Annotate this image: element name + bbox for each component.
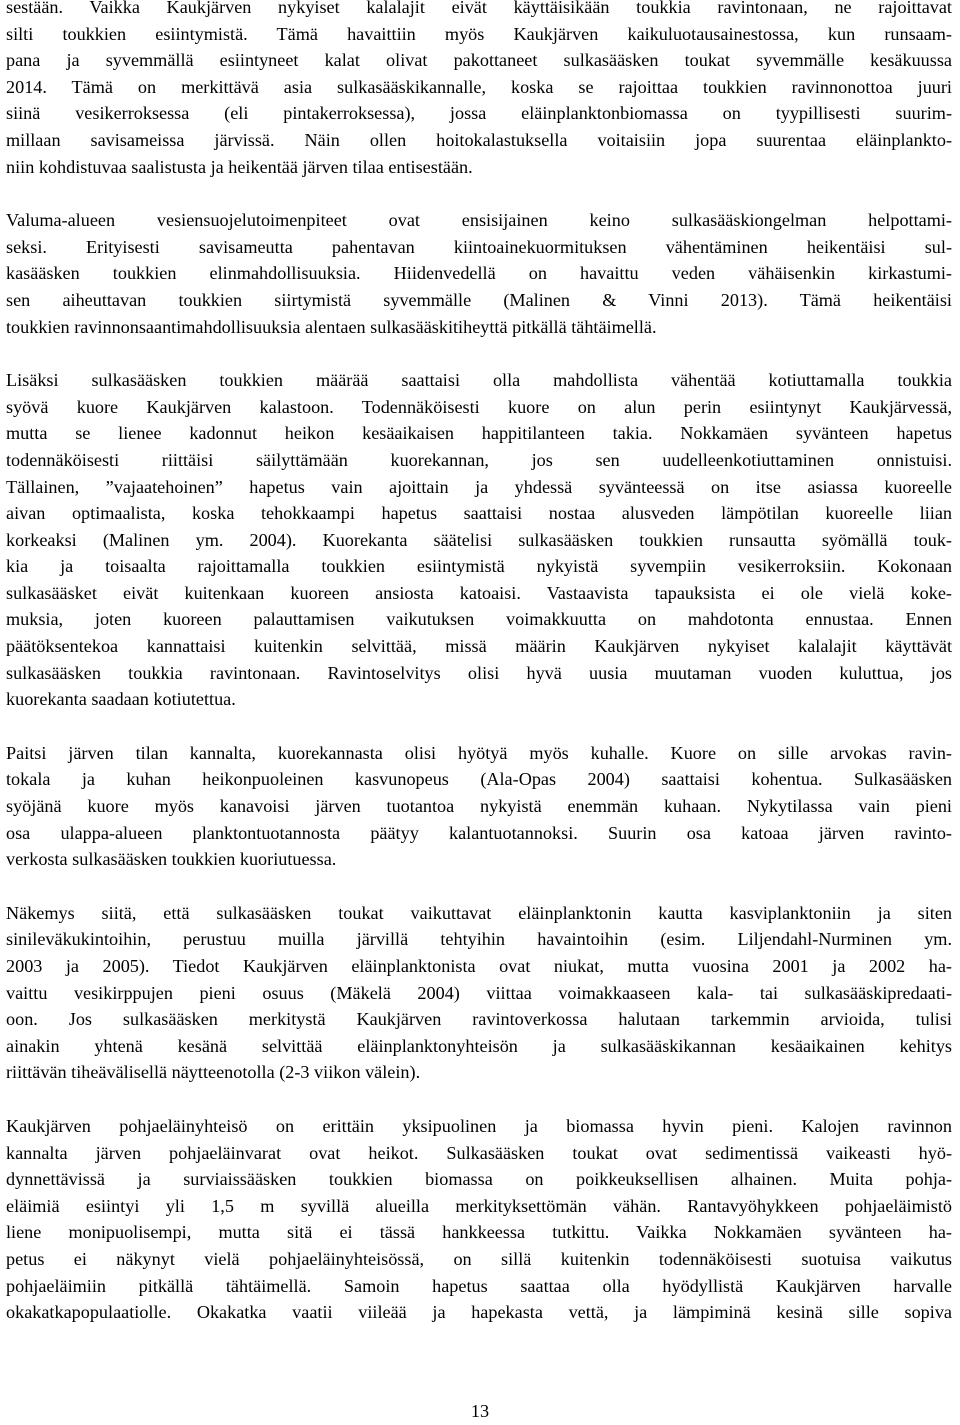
- text-line: toukkien ravinnonsaantimahdollisuuksia alentaen sulkasääskitiheyttä pitkällä tähtäimellä.: [6, 316, 657, 337]
- text-line: kannalta järven pohjaeläinvarat ovat heikot. Sulkasääsken toukat ovat sedimentissä vaikeasti hyö-: [6, 1142, 952, 1163]
- text-line: riittävän tiheävälisellä näytteenotolla (2-3 viikon välein).: [6, 1062, 421, 1083]
- text-line: dynnettävissä ja surviaissääsken toukkien biomassa on poikkeuksellisen alhainen. Muita pohja-: [6, 1169, 952, 1190]
- text-line: oon. Jos sulkasääsken merkitystä Kaukjärven ravintoverkossa halutaan tarkemmin arvioida, tulisi: [6, 1009, 952, 1030]
- paragraph: [6, 740, 952, 873]
- paragraph: [6, 367, 952, 713]
- text-line: muksia, joten kuoreen palauttamisen vaikutuksen voimakkuutta on mahdotonta ennustaa. Ennen: [6, 609, 952, 630]
- text-line: eläimiä esiintyi yli 1,5 m syvillä alueilla merkityksettömän vähän. Rantavyöhykkeen pohjaeläimistö: [6, 1195, 952, 1216]
- text-line: 2014. Tämä on merkittävä asia sulkasääskikannalle, koska se rajoittaa toukkien ravinnonottoa juuri: [6, 76, 952, 97]
- text-line: kia ja toisaalta rajoittamalla toukkien esiintymistä nykyistä syvempiin vesikerroksiin. Kokonaan: [6, 556, 952, 577]
- paragraph: [6, 1113, 952, 1326]
- text-line: kasääsken toukkien elinmahdollisuuksia. Hiidenvedellä on havaittu veden vähäisenkin kirkastumi-: [6, 263, 952, 284]
- paragraph: [6, 207, 952, 340]
- text-line: korkeaksi (Malinen ym. 2004). Kuorekanta säätelisi sulkasääsken toukkien runsautta syömällä touk-: [6, 529, 952, 550]
- text-line: aivan optimaalista, koska tehokkaampi hapetus saattaisi nostaa alusveden lämpötilan kuoreelle liian: [6, 503, 952, 524]
- text-line: Kaukjärven pohjaeläinyhteisö on erittäin yksipuolinen ja biomassa hyvin pieni. Kalojen ravinnon: [6, 1115, 952, 1136]
- text-line: Paitsi järven tilan kannalta, kuorekannasta olisi hyötyä myös kuhalle. Kuore on sille arvokas ravin-: [6, 742, 952, 763]
- text-line: Näkemys siitä, että sulkasääsken toukat vaikuttavat eläinplanktonin kautta kasviplanktoniin ja siten: [6, 902, 952, 923]
- text-line: petus ei näkynyt vielä pohjaeläinyhteisössä, on sillä kuitenkin todennäköisesti suotuisa vaikutus: [6, 1248, 952, 1269]
- text-line: pohjaeläimiin pitkällä tähtäimellä. Samoin hapetus saattaa olla hyödyllistä Kaukjärven harvalle: [6, 1275, 952, 1296]
- text-line: kuorekanta saadaan kotiutettua.: [6, 689, 236, 710]
- text-line: sen aiheuttavan toukkien siirtymistä syvemmälle (Malinen & Vinni 2013). Tämä heikentäisi: [6, 289, 952, 310]
- text-line: niin kohdistuvaa saalistusta ja heikentää järven tilaa entisestään.: [6, 156, 473, 177]
- text-line: sinileväkukintoihin, perustuu muilla järvillä tehtyihin havaintoihin (esim. Liljendahl-Nurminen ym.: [6, 929, 952, 950]
- text-line: todennäköisesti riittäisi säilyttämään kuorekannan, jos sen uudelleenkotiuttaminen onnistuisi.: [6, 449, 952, 470]
- text-line: tokala ja kuhan heikonpuoleinen kasvunopeus (Ala-Opas 2004) saattaisi kohentua. Sulkasääsken: [6, 769, 952, 790]
- text-line: mutta se lienee kadonnut heikon kesäaikaisen happitilanteen takia. Nokkamäen syvänteen hapetus: [6, 423, 952, 444]
- text-line: siinä vesikerroksessa (eli pintakerroksessa), jossa eläinplanktonbiomassa on tyypillisesti suurim-: [6, 103, 952, 124]
- text-line: pana ja syvemmällä esiintyneet kalat olivat pakottaneet sulkasääsken toukat syvemmälle kesäkuussa: [6, 50, 952, 71]
- text-line: syövä kuore Kaukjärven kalastoon. Todennäköisesti kuore on alun perin esiintynyt Kaukjärvessä,: [6, 396, 952, 417]
- text-line: sulkasääsken toukkia ravintonaan. Ravintoselvitys olisi hyvä uusia muutaman vuoden kuluttua, jos: [6, 662, 952, 683]
- text-line: päätöksentekoa kannattaisi kuitenkin selvittää, missä määrin Kaukjärven nykyiset kalalajit käyttävät: [6, 636, 952, 657]
- text-line: sestään. Vaikka Kaukjärven nykyiset kalalajit eivät käyttäisikään toukkia ravintonaan, ne rajoittavat: [6, 0, 952, 17]
- text-line: vaittu vesikirppujen pieni osuus (Mäkelä 2004) viittaa voimakkaaseen kala- tai sulkasääskipredaati-: [6, 982, 952, 1003]
- paragraph: [6, 900, 952, 1086]
- body-text: [6, 0, 952, 1326]
- text-line: 2003 ja 2005). Tiedot Kaukjärven eläinplanktonista ovat niukat, mutta vuosina 2001 ja 2002 ha-: [6, 956, 952, 976]
- text-line: Valuma-alueen vesiensuojelutoimenpiteet ovat ensisijainen keino sulkasääskiongelman helpottami-: [6, 210, 952, 231]
- text-line: syöjänä kuore myös kanavoisi järven tuotantoa nykyistä enemmän kuhaan. Nykytilassa vain pieni: [6, 796, 952, 817]
- page-number: 13: [470, 1401, 490, 1421]
- text-line: okakatkapopulaatiolle. Okakatka vaatii viileää ja hapekasta vettä, ja lämpiminä kesinä sille sopiva: [6, 1302, 952, 1323]
- paragraph: [6, 0, 952, 180]
- text-line: Lisäksi sulkasääsken toukkien määrää saattaisi olla mahdollista vähentää kotiuttamalla toukkia: [6, 370, 952, 391]
- text-line: osa ulappa-alueen planktontuotannosta päätyy kalantuotannoksi. Suurin osa katoaa järven ravinto-: [6, 822, 952, 843]
- text-line: ainakin yhtenä kesänä selvittää eläinplanktonyhteisön ja sulkasääskikannan kesäaikainen kehitys: [6, 1035, 952, 1056]
- text-line: seksi. Erityisesti savisameutta pahentavan kiintoainekuormituksen vähentäminen heikentäisi sul-: [6, 236, 952, 257]
- text-line: silti toukkien esiintymistä. Tämä havaittiin myös Kaukjärven kaikuluotausainestossa, kun runsaam-: [6, 23, 952, 44]
- text-line: liene monipuolisempi, mutta sitä ei tässä hankkeessa tutkittu. Vaikka Nokkamäen syvänteen ha-: [6, 1222, 952, 1243]
- text-line: sulkasääsket eivät kuitenkaan kuoreen ansiosta katoaisi. Vastaavista tapauksista ei ole vielä koke-: [6, 582, 952, 603]
- text-line: Tällainen, ”vajaatehoinen” hapetus vain ajoittain ja yhdessä syvänteessä on itse asiassa kuoreelle: [6, 476, 952, 497]
- text-line: millaan savisameissa järvissä. Näin ollen hoitokalastuksella voitaisiin jopa suurentaa eläinplankto-: [6, 129, 952, 150]
- text-line: verkosta sulkasääsken toukkien kuoriutuessa.: [6, 849, 337, 870]
